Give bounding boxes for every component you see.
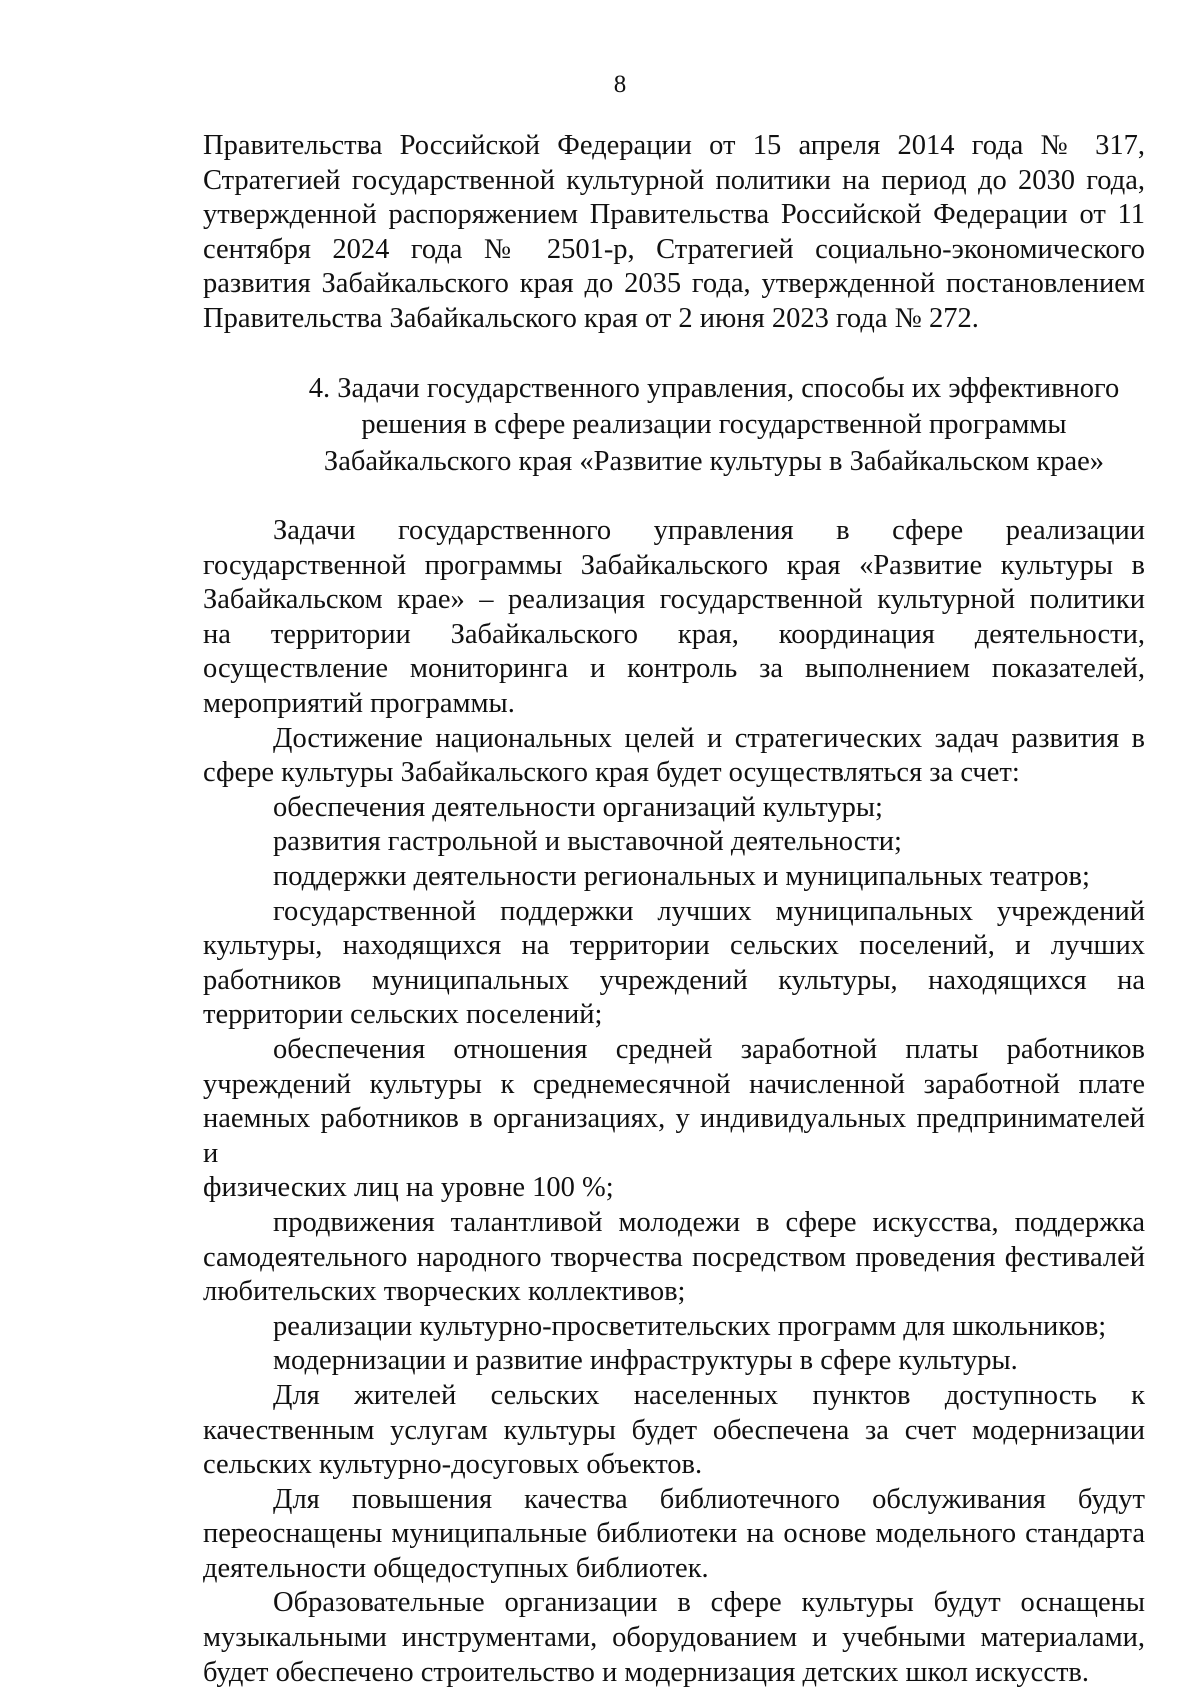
text-line: переоснащены муниципальные библиотеки на основе модельного стандарта <box>203 1518 1145 1550</box>
text-line: Задачи государственного управления в сфере реализации <box>273 515 1145 547</box>
text-line: территории сельских поселений; <box>203 999 603 1031</box>
paragraph-education <box>203 1586 1145 1690</box>
text-line: обеспечения отношения средней заработной платы работников <box>273 1033 1145 1065</box>
paragraph-goals <box>203 722 1145 791</box>
text-line: Стратегией государственной культурной политики на период до 2030 года, <box>203 164 1145 196</box>
list-item <box>203 1206 1145 1310</box>
text-line: учреждений культуры к среднемесячной начисленной заработной плате <box>203 1068 1145 1100</box>
list-item: поддержки деятельности региональных и муниципальных театров; <box>273 861 1090 892</box>
text-line: утвержденной распоряжением Правительства Российской Федерации от 11 <box>203 199 1145 231</box>
list-item: обеспечения деятельности организаций культуры; <box>273 791 883 823</box>
text-line: государственной поддержки лучших муниципальных учреждений <box>273 895 1145 927</box>
text-line: Образовательные организации в сфере культуры будут оснащены <box>273 1587 1145 1619</box>
text-line: Правительства Российской Федерации от 15 апреля 2014 года № 317, <box>203 130 1145 161</box>
section-heading-line: 4. Задачи государственного управления, способы их эффективного <box>308 372 1120 404</box>
text-line: Достижение национальных целей и стратегических задач развития в <box>273 722 1145 754</box>
text-line: деятельности общедоступных библиотек. <box>203 1552 709 1584</box>
text-line: Правительства Забайкальского края от 2 июня 2023 года № 272. <box>203 302 979 334</box>
text-line: сентября 2024 года № 2501-р, Стратегией социально-экономического <box>203 233 1145 265</box>
list-item: развития гастрольной и выставочной деятельности; <box>273 826 902 858</box>
list-item: модернизации и развитие инфраструктуры в сфере культуры. <box>273 1345 1018 1377</box>
intro-paragraph <box>203 129 1145 337</box>
list-item <box>203 1033 1145 1206</box>
text-line: наемных работников в организациях, у индивидуальных предпринимателей и <box>203 1103 1145 1169</box>
text-line: музыкальными инструментами, оборудованием и учебными материалами, <box>203 1622 1145 1654</box>
text-line: продвижения талантливой молодежи в сфере искусства, поддержка <box>273 1206 1145 1238</box>
text-line: государственной программы Забайкальского края «Развитие культуры в <box>203 549 1145 581</box>
list-item: реализации культурно-просветительских программ для школьников; <box>273 1310 1107 1342</box>
list-item <box>203 895 1145 1033</box>
text-line: физических лиц на уровне 100 %; <box>203 1172 614 1204</box>
text-line: осуществление мониторинга и контроль за выполнением показателей, <box>203 653 1145 685</box>
text-line: самодеятельного народного творчества посредством проведения фестивалей <box>203 1241 1145 1273</box>
text-line: на территории Забайкальского края, координация деятельности, <box>203 618 1145 650</box>
section-heading-line: Забайкальского края «Развитие культуры в Забайкальском крае» <box>323 445 1105 477</box>
paragraph-libraries <box>203 1483 1145 1587</box>
section-heading <box>203 371 1145 481</box>
text-line: любительских творческих коллективов; <box>203 1276 686 1308</box>
text-line: развития Забайкальского края до 2035 года, утвержденной постановлением <box>203 268 1145 300</box>
text-line: Забайкальском крае» – реализация государственной культурной политики <box>203 584 1145 616</box>
text-line: Для повышения качества библиотечного обслуживания будут <box>273 1483 1145 1515</box>
text-line: культуры, находящихся на территории сельских поселений, и лучших <box>203 930 1145 962</box>
page-number: 8 <box>613 71 627 98</box>
text-line: сельских культурно-досуговых объектов. <box>203 1449 703 1481</box>
text-line: качественным услугам культуры будет обеспечена за счет модернизации <box>203 1414 1145 1446</box>
text-line: будет обеспечено строительство и модернизация детских школ искусств. <box>203 1656 1090 1688</box>
paragraph-rural-access <box>203 1379 1145 1483</box>
text-line: сфере культуры Забайкальского края будет осуществляться за счет: <box>203 757 1020 789</box>
text-line: работников муниципальных учреждений культуры, находящихся на <box>203 964 1145 996</box>
paragraph-tasks <box>203 514 1145 722</box>
section-heading-line: решения в сфере реализации государственной программы <box>361 409 1067 441</box>
text-line: мероприятий программы. <box>203 688 515 720</box>
text-line: Для жителей сельских населенных пунктов доступность к <box>273 1379 1145 1411</box>
document-body <box>203 129 1145 1690</box>
